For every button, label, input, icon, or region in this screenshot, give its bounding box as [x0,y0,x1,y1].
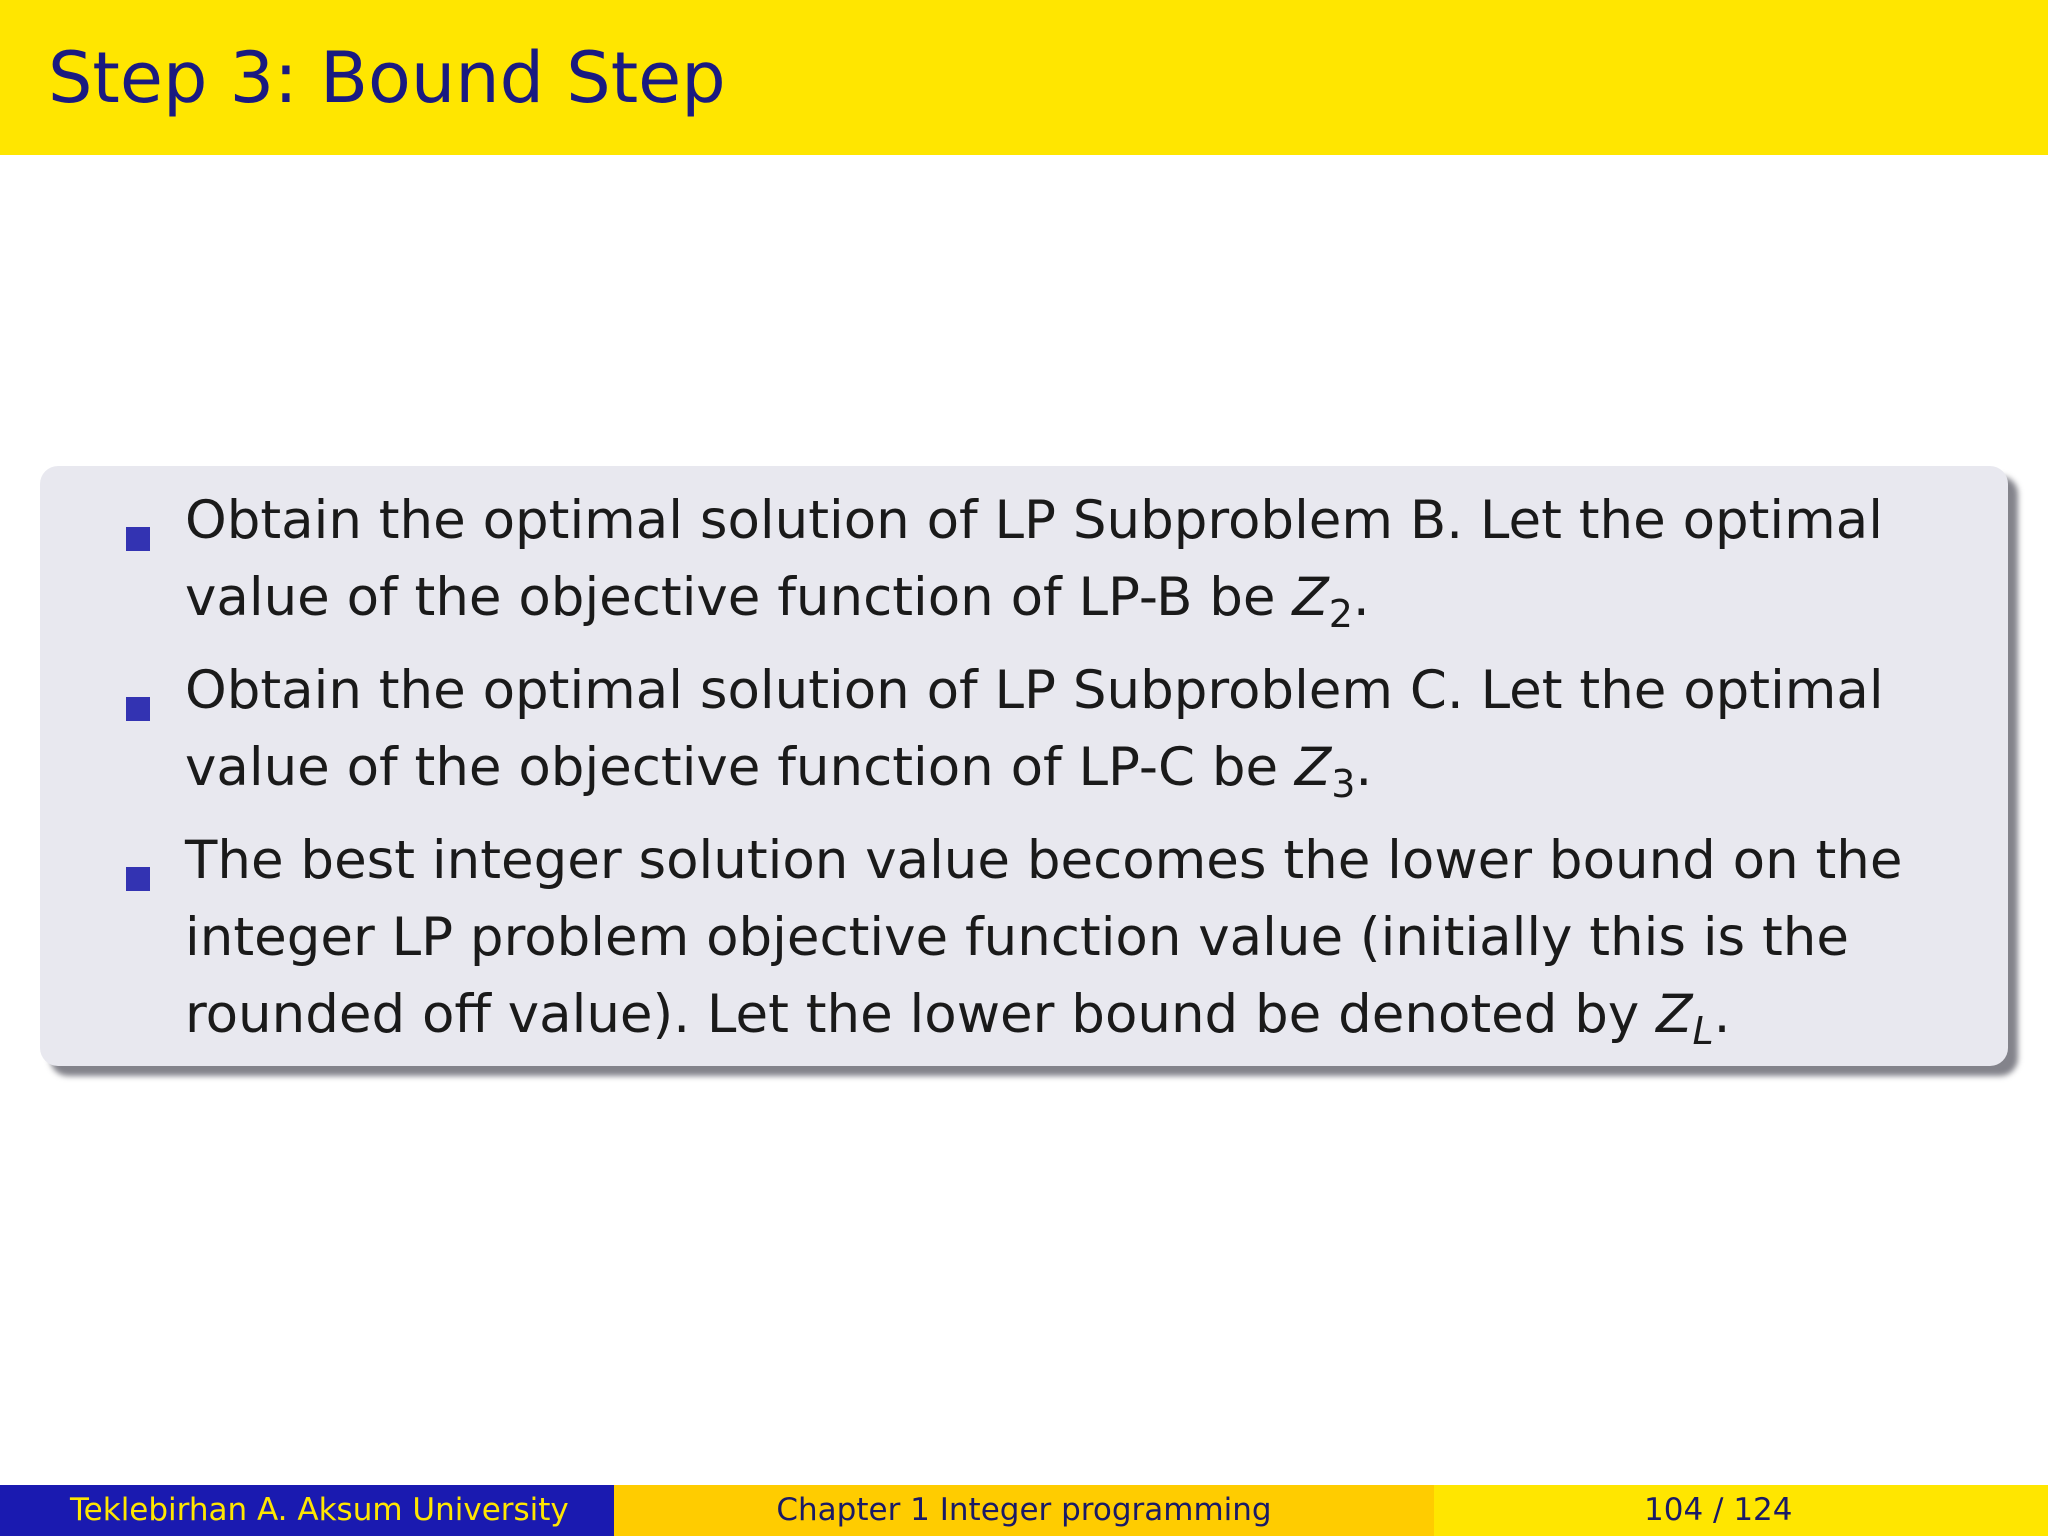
text-line [185,976,1985,1053]
footer-page-number: 104 / 124 [1434,1485,2048,1536]
footer-author: Teklebirhan A. Aksum University [0,1485,614,1536]
text-line: integer LP problem objective function value (initially this is the [185,907,1849,968]
text-line: Obtain the optimal solution of LP Subproblem B. Let the optimal [185,490,1883,551]
bullet-text [185,482,1985,636]
footer-chapter: Chapter 1 Integer programming [614,1485,1434,1536]
text-segment: . [1352,567,1370,628]
math-subscript: 2 [1328,592,1353,636]
slide-header [0,0,2048,155]
bullet-square-icon [126,527,150,551]
text-line [185,729,1985,806]
text-line: Obtain the optimal solution of LP Subproblem C. Let the optimal [185,660,1884,721]
text-line [185,559,1985,636]
bullet-square-icon [126,867,150,891]
bullet-text [185,652,1985,806]
math-subscript: L [1692,1009,1714,1053]
math-variable: Z [1292,567,1329,628]
bullet-square-icon [126,697,150,721]
content-block [40,466,2008,1066]
text-segment: rounded off value). Let the lower bound be denoted by [185,984,1657,1045]
text-segment: . [1355,737,1373,798]
text-segment: value of the objective function of LP-B be [185,567,1293,628]
bullet-text [185,822,1985,1053]
math-variable: Z [1656,984,1693,1045]
slide-footer [0,1485,2048,1536]
text-line: The best integer solution value becomes the lower bound on the [185,830,1903,891]
math-subscript: 3 [1331,762,1356,806]
slide-title: Step 3: Bound Step [48,37,726,119]
text-segment: value of the objective function of LP-C be [185,737,1295,798]
math-variable: Z [1294,737,1332,798]
text-segment: . [1713,984,1731,1045]
